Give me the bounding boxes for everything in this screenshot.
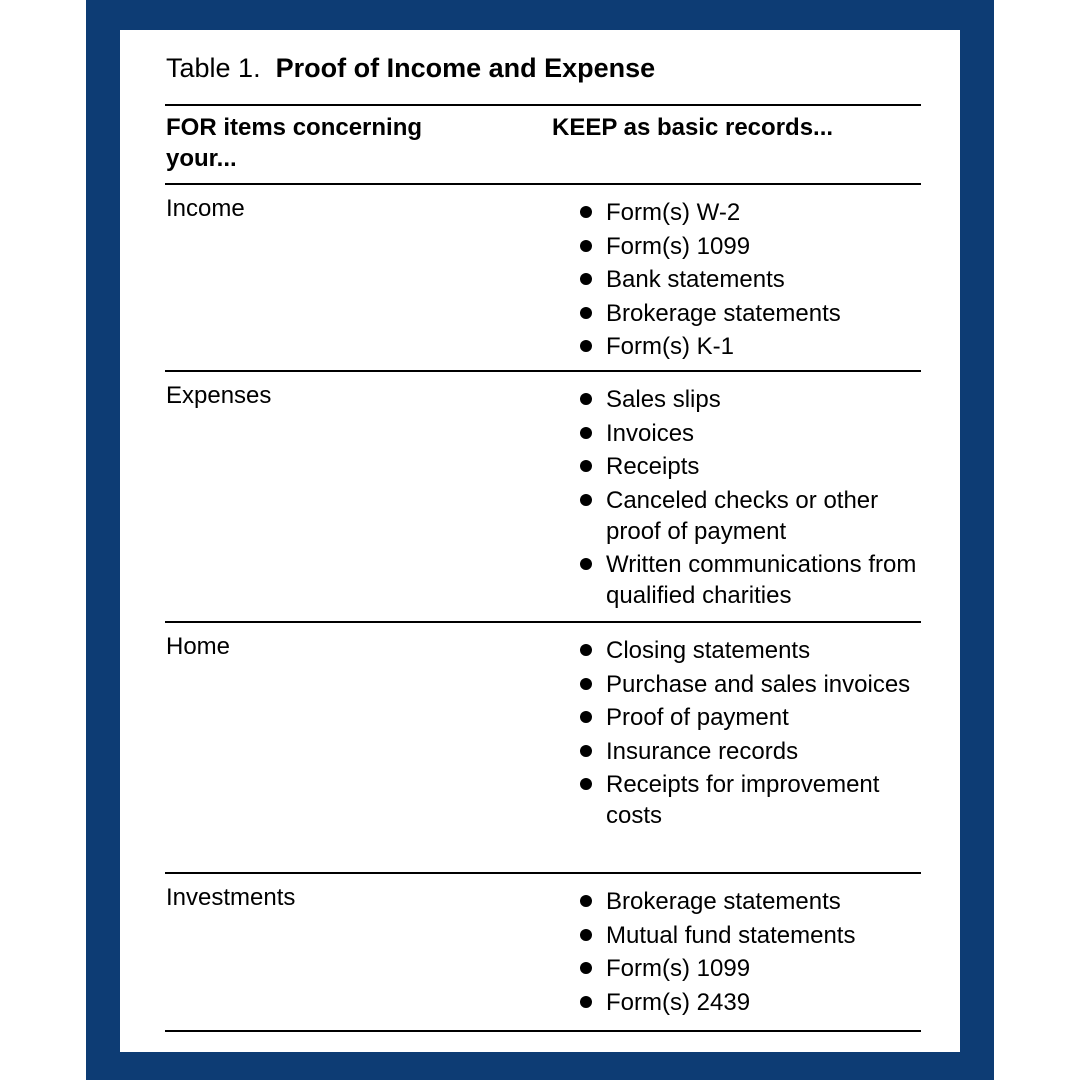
bullet-icon (580, 895, 592, 907)
record-list (578, 635, 918, 834)
bullet-icon (580, 962, 592, 974)
bullet-icon (580, 745, 592, 757)
bullet-icon (580, 778, 592, 790)
list-item: Proof of payment (578, 702, 918, 733)
list-item: Form(s) 1099 (578, 231, 918, 262)
bullet-icon (580, 678, 592, 690)
list-item: Bank statements (578, 264, 918, 295)
list-item: Sales slips (578, 384, 918, 415)
bullet-icon (580, 996, 592, 1008)
list-item: Receipts (578, 451, 918, 482)
row-divider (165, 621, 921, 623)
document-panel (120, 30, 960, 1052)
list-item: Written communications from qualified charities (578, 549, 918, 611)
bullet-icon (580, 558, 592, 570)
record-list (578, 384, 918, 614)
bullet-icon (580, 644, 592, 656)
bullet-icon (580, 340, 592, 352)
table-title-prefix: Table 1. (166, 53, 261, 83)
list-item: Closing statements (578, 635, 918, 666)
header-rule (165, 183, 921, 185)
bottom-rule (165, 1030, 921, 1032)
bullet-icon (580, 929, 592, 941)
column-header-records: KEEP as basic records... (552, 114, 834, 141)
row-category: Income (166, 195, 245, 222)
bullet-icon (580, 427, 592, 439)
row-divider (165, 370, 921, 372)
list-item: Mutual fund statements (578, 920, 918, 951)
row-category: Investments (166, 884, 296, 911)
row-category: Expenses (166, 382, 272, 409)
list-item: Brokerage statements (578, 886, 918, 917)
bullet-icon (580, 393, 592, 405)
bullet-icon (580, 494, 592, 506)
bullet-icon (580, 711, 592, 723)
row-divider (165, 872, 921, 874)
record-list (578, 197, 918, 365)
bullet-icon (580, 240, 592, 252)
list-item: Form(s) 2439 (578, 987, 918, 1018)
list-item: Brokerage statements (578, 298, 918, 329)
bullet-icon (580, 460, 592, 472)
bullet-icon (580, 307, 592, 319)
list-item: Form(s) W-2 (578, 197, 918, 228)
record-list (578, 886, 918, 1020)
list-item: Form(s) K-1 (578, 331, 918, 362)
list-item: Receipts for improvement costs (578, 769, 918, 831)
list-item: Invoices (578, 418, 918, 449)
column-header-items: FOR items concerning your... (166, 114, 423, 172)
table-title-main: Proof of Income and Expense (275, 53, 656, 83)
bullet-icon (580, 206, 592, 218)
list-item: Form(s) 1099 (578, 953, 918, 984)
list-item: Purchase and sales invoices (578, 669, 918, 700)
list-item: Canceled checks or other proof of payment (578, 485, 918, 547)
table-title (166, 52, 655, 84)
list-item: Insurance records (578, 736, 918, 767)
top-rule (165, 104, 921, 106)
row-category: Home (166, 633, 231, 660)
bullet-icon (580, 273, 592, 285)
